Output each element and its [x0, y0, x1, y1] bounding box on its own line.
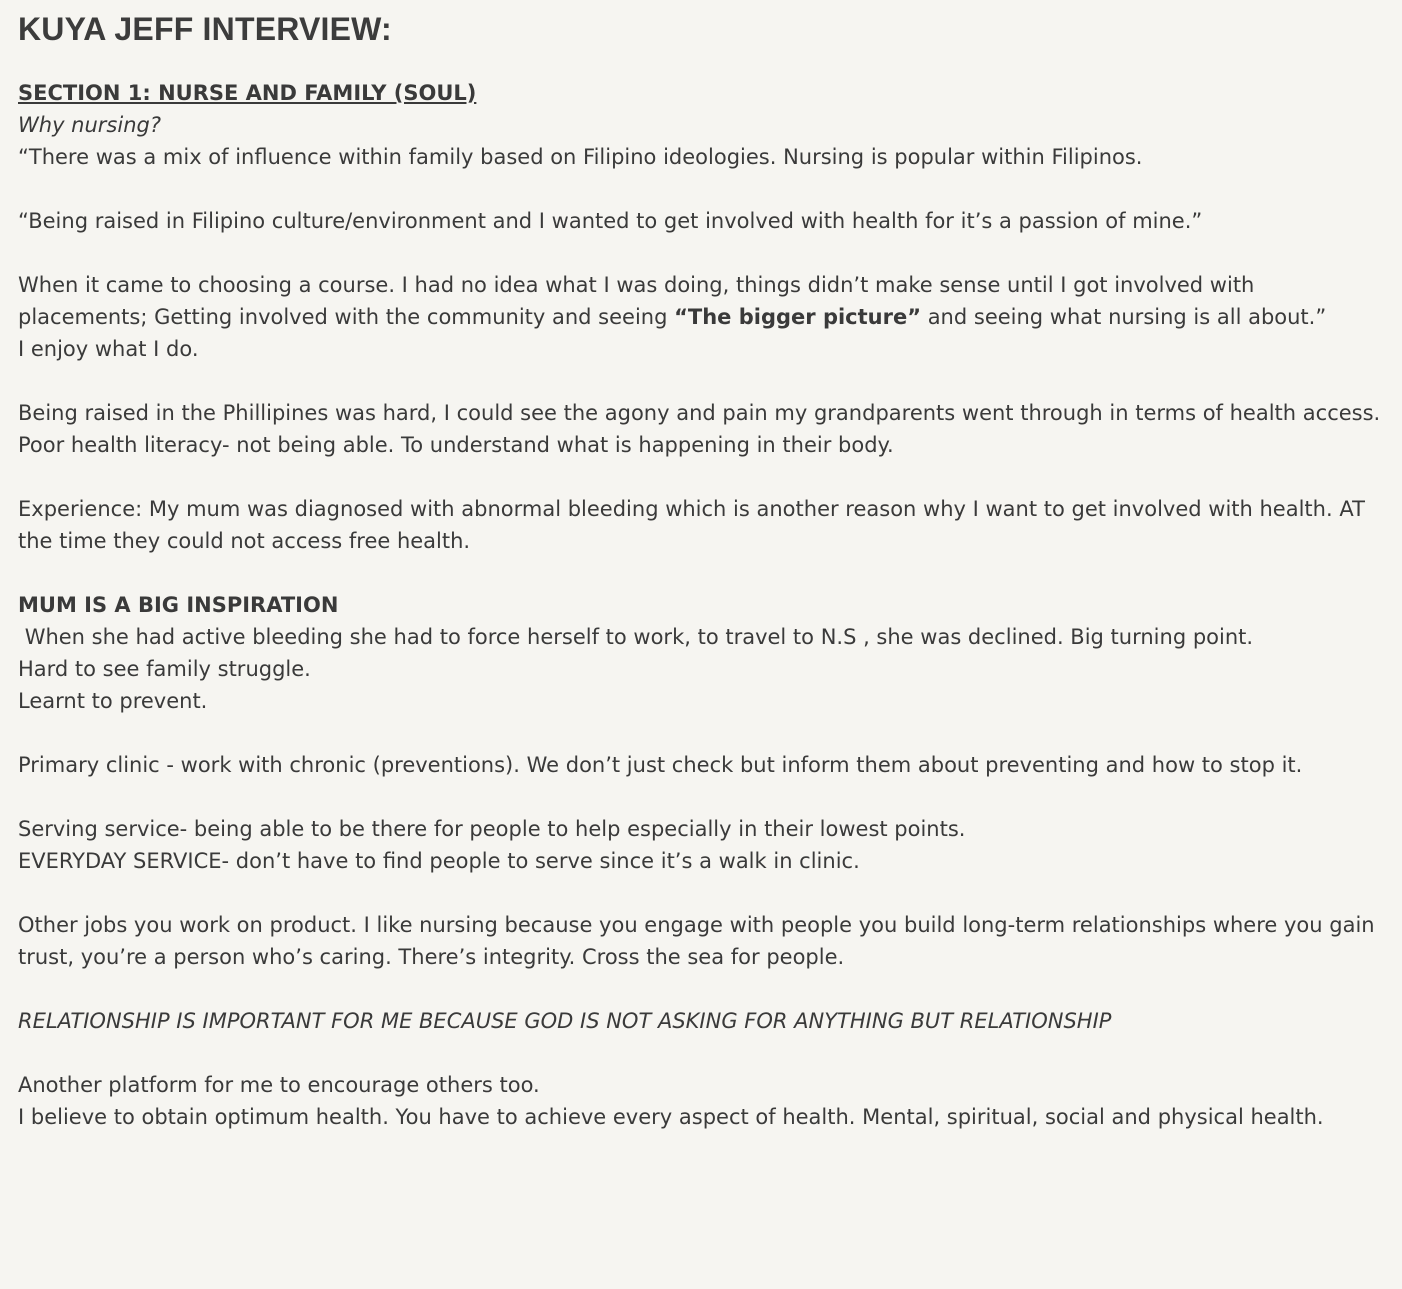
paragraph-filipino-culture: “Being raised in Filipino culture/environment and I wanted to get involved with health for it’s a passion of mine.”	[18, 209, 1203, 233]
blank-line	[18, 173, 1384, 205]
section-heading: SECTION 1: NURSE AND FAMILY (SOUL)	[18, 81, 477, 105]
document-title: KUYA JEFF INTERVIEW:	[18, 11, 392, 47]
paragraph-everyday-service: EVERYDAY SERVICE- don’t have to find people to serve since it’s a walk in clinic.	[18, 849, 860, 873]
paragraph-mix-of-influence: “There was a mix of influence within family based on Filipino ideologies. Nursing is popular within Filipinos.	[18, 145, 1143, 169]
paragraph-learnt-prevent: Learnt to prevent.	[18, 689, 208, 713]
paragraph-experience: Experience: My mum was diagnosed with abnormal bleeding which is another reason why I want to get involved with health. AT the time they could not access free health.	[18, 497, 1365, 553]
paragraph-serving-service: Serving service- being able to be there for people to help especially in their lowest points.	[18, 817, 966, 841]
document-page	[0, 11, 1402, 1289]
mum-inspiration-heading: MUM IS A BIG INSPIRATION	[18, 593, 339, 617]
paragraph-family-struggle: Hard to see family struggle.	[18, 657, 311, 681]
blank-line	[18, 877, 1384, 909]
blank-line	[18, 365, 1384, 397]
blank-line	[18, 1037, 1384, 1069]
question-heading: Why nursing?	[18, 113, 161, 137]
paragraph-phillipines: Being raised in the Phillipines was hard, I could see the agony and pain my grandparents went through in terms of health access.	[18, 401, 1381, 425]
paragraph-optimum-health: I believe to obtain optimum health. You have to achieve every aspect of health. Mental, spiritual, social and physical health.	[18, 1105, 1324, 1129]
paragraph-relationship: RELATIONSHIP IS IMPORTANT FOR ME BECAUSE GOD IS NOT ASKING FOR ANYTHING BUT RELATIONSHIP	[18, 1009, 1112, 1033]
paragraph-enjoy: I enjoy what I do.	[18, 337, 199, 361]
paragraph-primary-clinic: Primary clinic - work with chronic (preventions). We don’t just check but inform them about preventing and how to stop it.	[18, 753, 1303, 777]
paragraph-another-platform: Another platform for me to encourage others too.	[18, 1073, 540, 1097]
blank-line	[18, 973, 1384, 1005]
blank-line	[18, 781, 1384, 813]
bigger-picture-emphasis: “The bigger picture”	[674, 305, 922, 329]
blank-line	[18, 237, 1384, 269]
paragraph-health-literacy: Poor health literacy- not being able. To understand what is happening in their body.	[18, 433, 894, 457]
paragraph-choosing-course-end: and seeing what nursing is all about.”	[921, 305, 1327, 329]
blank-line	[18, 557, 1384, 589]
paragraph-active-bleeding: When she had active bleeding she had to force herself to work, to travel to N.S , she was declined. Big turning point.	[18, 625, 1254, 649]
paragraph-choosing-course	[18, 269, 1384, 333]
paragraph-choosing-course-text: When it came to choosing a course. I had no idea what I was doing, things didn’t make sense until I got involved with placements; Getting involved with the community and seeing	[18, 273, 1255, 329]
paragraph-other-jobs: Other jobs you work on product. I like nursing because you engage with people you build long-term relationships where you gain trust, you’re a person who’s caring. There’s integrity. Cross the sea for people.	[18, 913, 1375, 969]
blank-line	[18, 461, 1384, 493]
blank-line	[18, 717, 1384, 749]
